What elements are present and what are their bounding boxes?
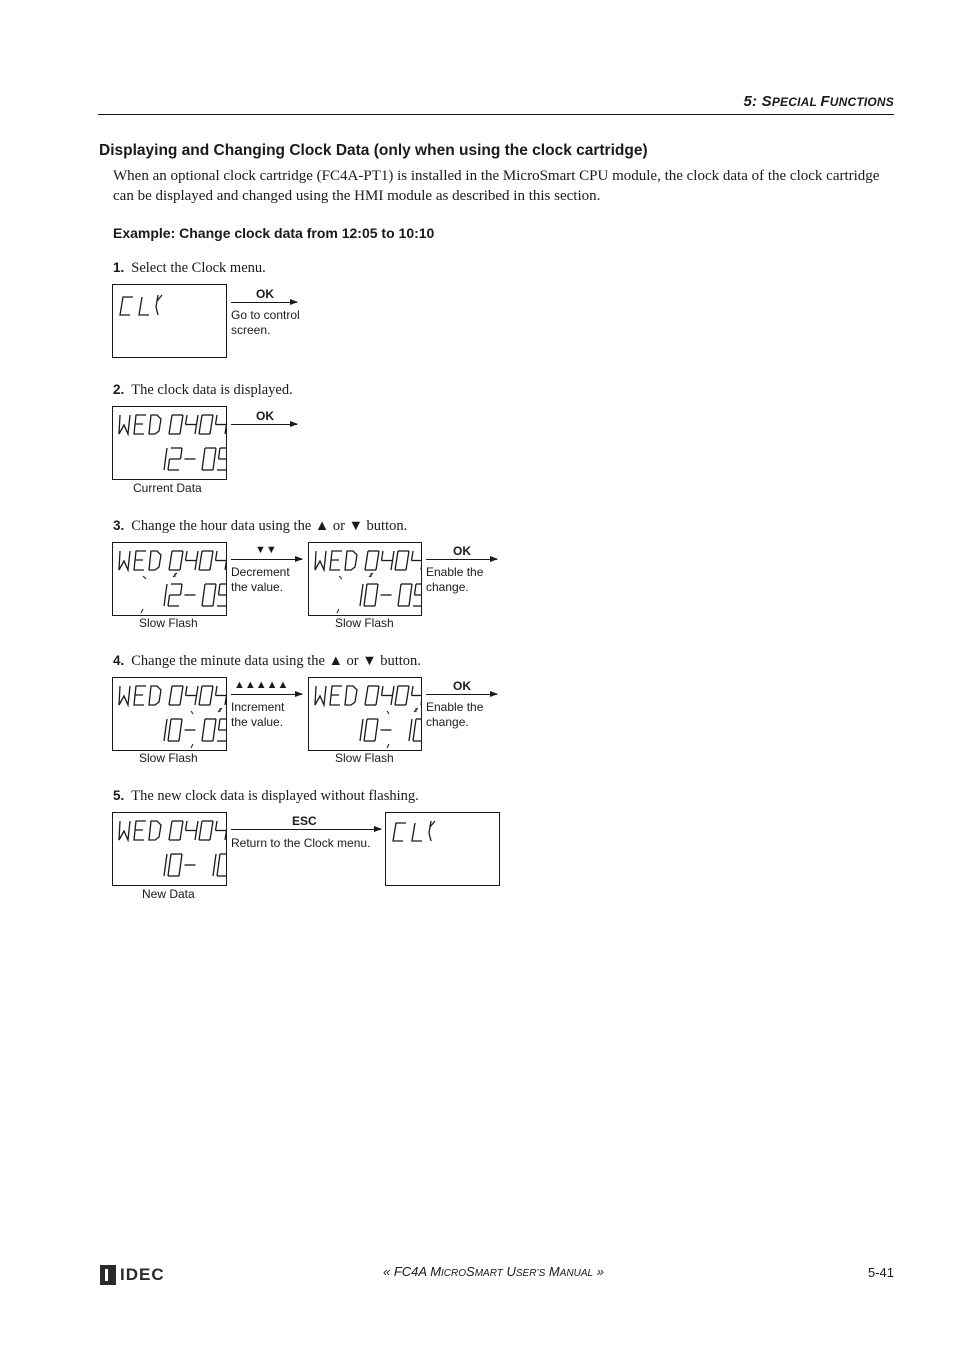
idec-logo-mark — [100, 1265, 116, 1285]
esc-key-label: ESC — [292, 814, 317, 828]
lcd-current-data — [112, 406, 227, 480]
down-buttons: ▼▼ — [255, 544, 277, 556]
lcd-hour-before — [112, 542, 227, 616]
lcd-segments — [386, 813, 499, 885]
lcd-hour-after — [308, 542, 422, 616]
flash-indicator — [337, 573, 373, 613]
flash-indicator — [141, 573, 177, 613]
page-number: 5-41 — [867, 1265, 894, 1280]
lcd-segments — [309, 543, 421, 615]
step1-desc: Go to control screen. — [231, 308, 300, 337]
step-1: 1. Select the Clock menu. — [113, 260, 266, 276]
arrow — [231, 829, 381, 830]
lcd-clk-menu — [385, 812, 500, 886]
caption-slow-flash: Slow Flash — [139, 616, 198, 630]
up-buttons: ▲▲▲▲▲ — [234, 679, 289, 691]
step4-desc: Increment the value. — [231, 700, 285, 729]
lcd-segments — [113, 813, 226, 885]
lcd-segments — [113, 407, 226, 479]
step4-desc2: Enable the change. — [426, 700, 484, 729]
flash-indicator — [191, 708, 222, 748]
section-title: Displaying and Changing Clock Data (only when using the clock cartridge) — [99, 142, 648, 159]
step-3: 3. Change the hour data using the ▲ or ▼ button. — [113, 518, 408, 534]
arrow — [231, 559, 302, 560]
caption-slow-flash: Slow Flash — [139, 751, 198, 765]
manual-title: « FC4A MICROSMART USER’S MANUAL » — [383, 1264, 604, 1279]
step-5: 5. The new clock data is displayed without flashing. — [113, 788, 419, 804]
lcd-minute-after — [308, 677, 422, 751]
step-4: 4. Change the minute data using the ▲ or ▼ button. — [113, 653, 421, 669]
lcd-segments — [113, 543, 226, 615]
ok-key-label: OK — [256, 287, 274, 301]
lcd-segments — [113, 678, 226, 750]
caption-new-data: New Data — [142, 887, 195, 901]
lcd-segments — [309, 678, 421, 750]
step3-desc: Decrement the value. — [231, 565, 290, 594]
ok-key-label: OK — [256, 409, 274, 423]
intro-paragraph: When an optional clock cartridge (FC4A-PT1) is installed in the MicroSmart CPU module, the clock data of the clock cartridge can be displayed and changed using the HMI module as described in this section. — [113, 168, 880, 204]
step3-desc2: Enable the change. — [426, 565, 484, 594]
ok-key-label: OK — [453, 679, 471, 693]
flash-indicator — [387, 708, 418, 748]
step-2: 2. The clock data is displayed. — [113, 382, 293, 398]
chapter-title: 5: SPECIAL FUNCTIONS — [743, 93, 894, 110]
header-rule — [98, 114, 894, 115]
step5-desc: Return to the Clock menu. — [231, 836, 371, 850]
lcd-segments — [113, 285, 226, 357]
idec-logo-text: IDEC — [120, 1265, 165, 1284]
arrow — [231, 302, 297, 303]
arrow — [231, 424, 297, 425]
caption-current-data: Current Data — [133, 481, 202, 495]
lcd-new-data — [112, 812, 227, 886]
caption-slow-flash: Slow Flash — [335, 616, 394, 630]
lcd-minute-before — [112, 677, 227, 751]
example-title: Example: Change clock data from 12:05 to 10:10 — [113, 225, 435, 241]
arrow — [426, 694, 497, 695]
lcd-clk-menu — [112, 284, 227, 358]
arrow — [426, 559, 497, 560]
caption-slow-flash: Slow Flash — [335, 751, 394, 765]
arrow — [231, 694, 302, 695]
ok-key-label: OK — [453, 544, 471, 558]
